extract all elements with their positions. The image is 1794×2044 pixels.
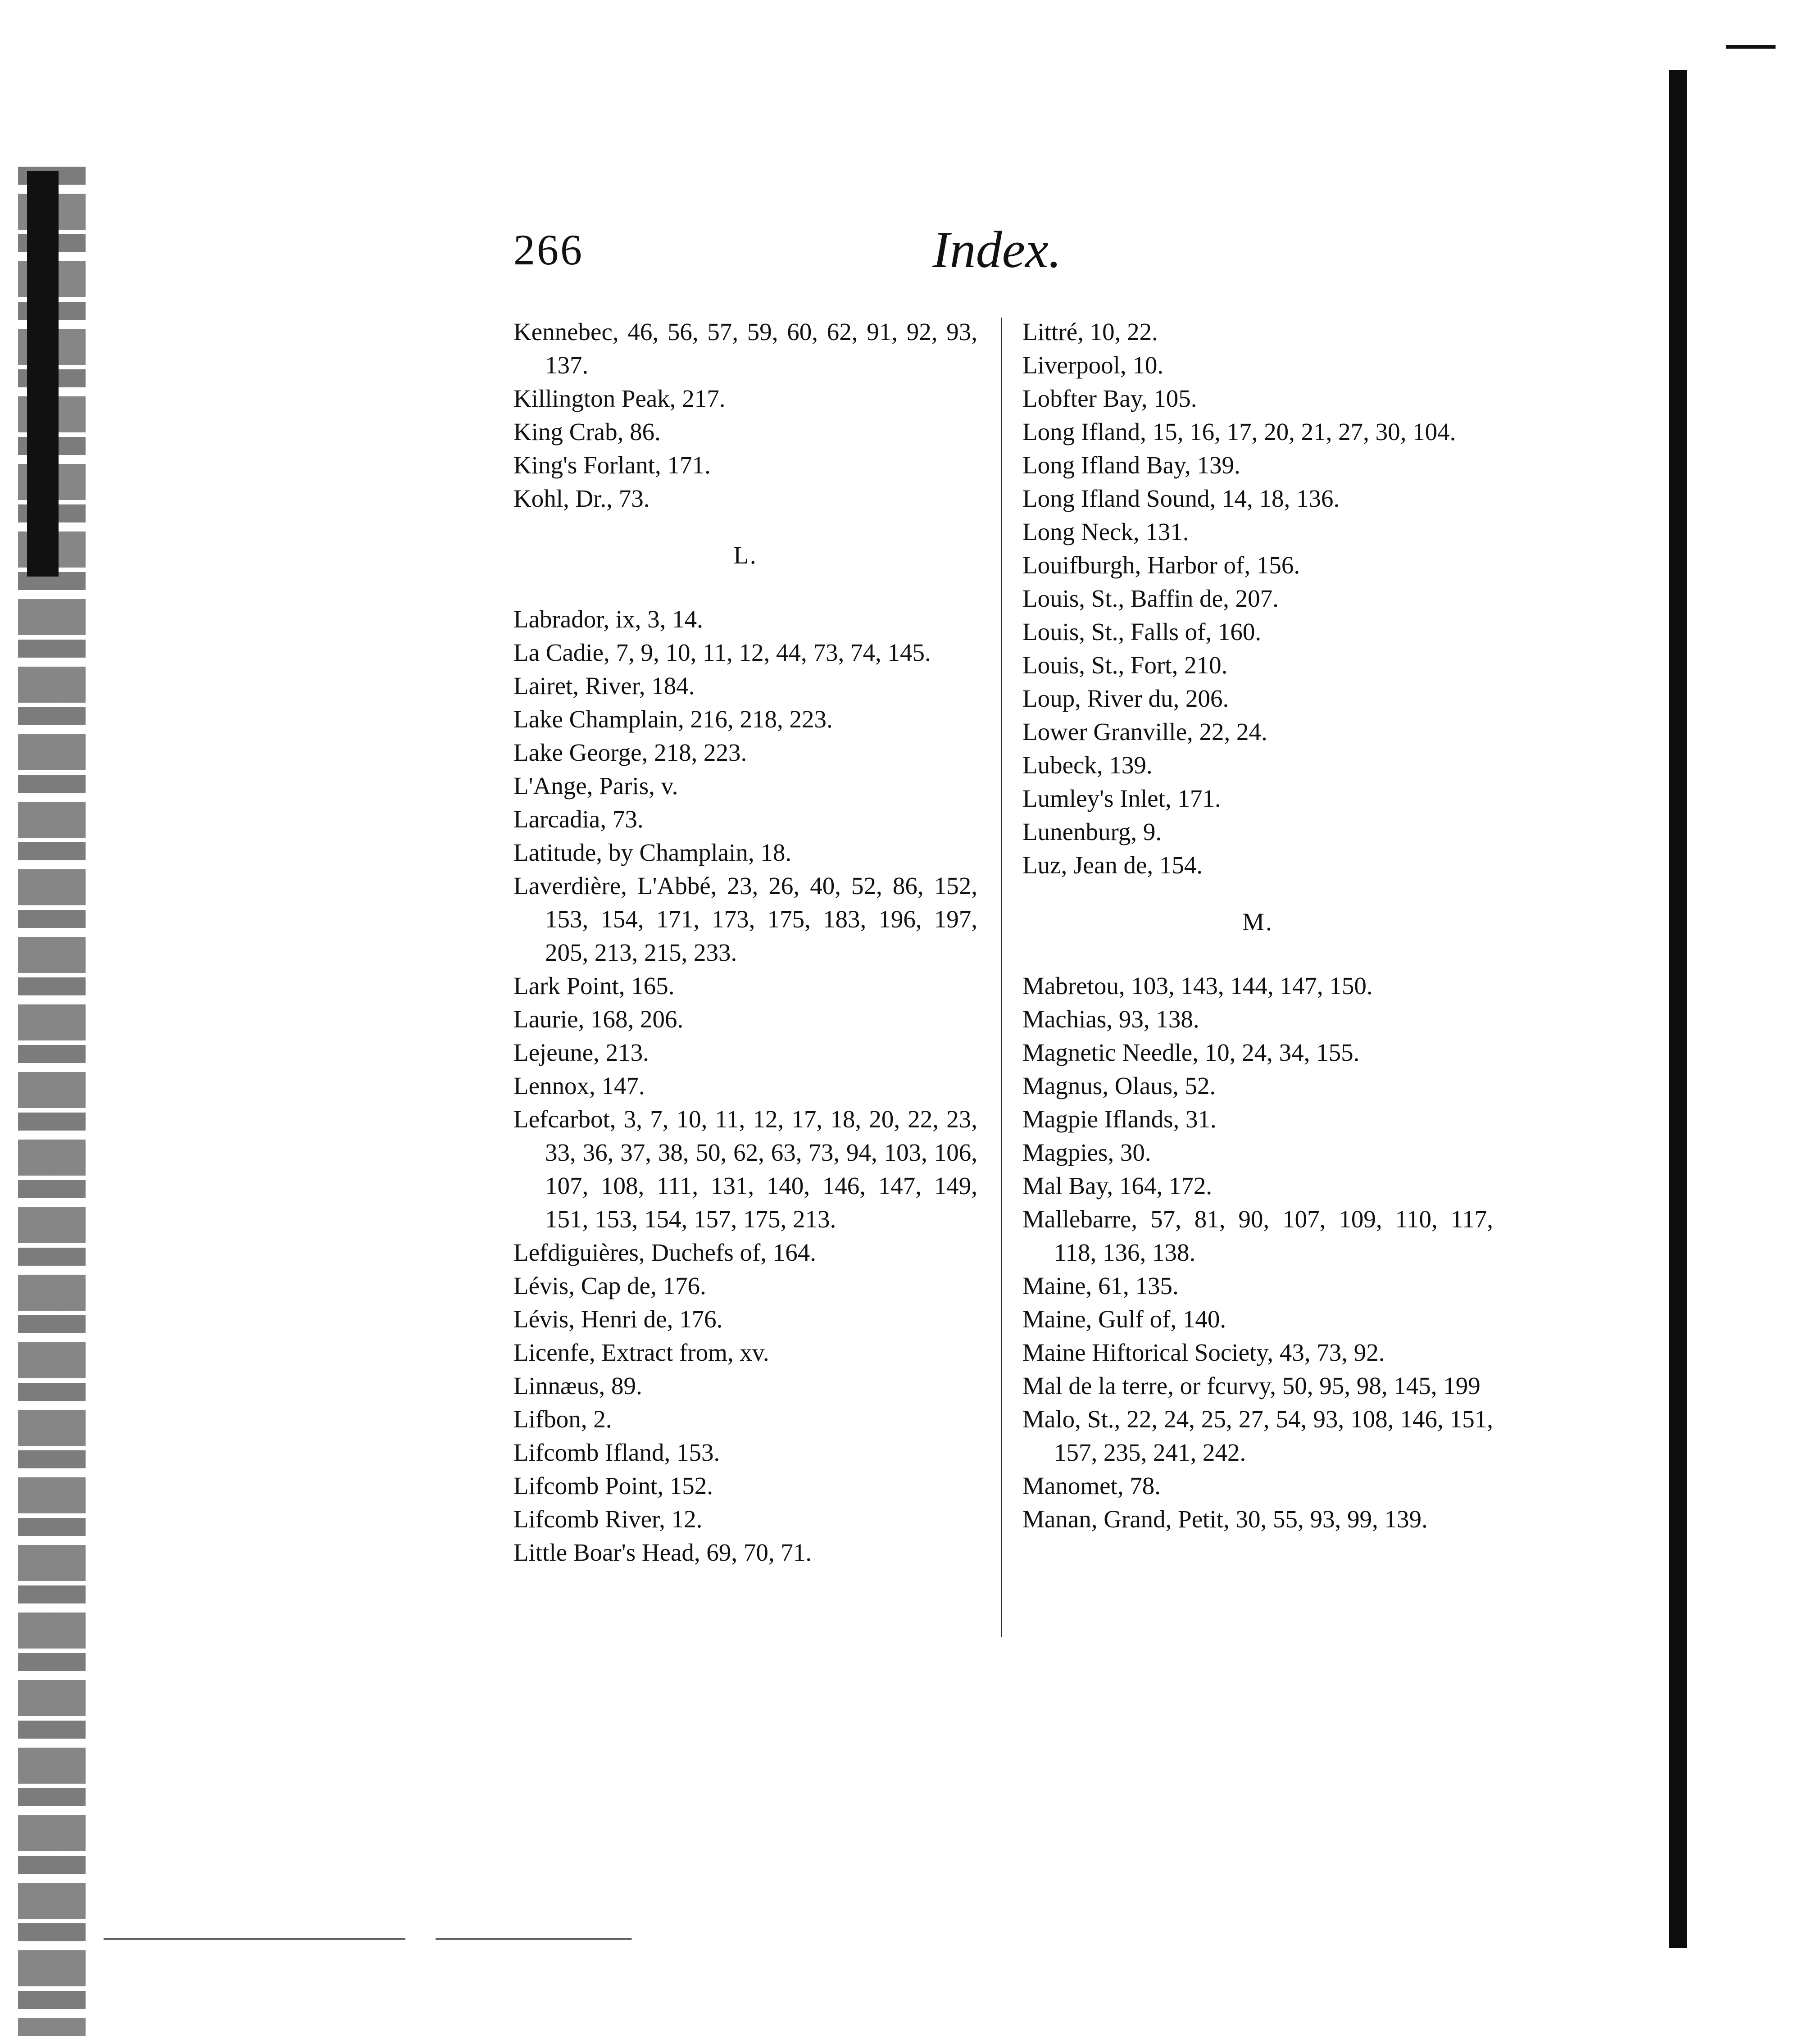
index-entry: Lennox, 147. [513, 1072, 645, 1099]
scan-bottom-artifact [104, 1938, 1612, 1940]
index-entry: Licenfe, Extract from, xv. [513, 1339, 769, 1366]
index-entry: Long Ifland Sound, 14, 18, 136. [1022, 485, 1340, 512]
index-entry: Larcadia, 73. [513, 805, 644, 833]
index-entry: Manomet, 78. [1022, 1472, 1161, 1499]
index-entry: Killington Peak, 217. [513, 385, 726, 412]
index-entry: Magnetic Needle, 10, 24, 34, 155. [1022, 1039, 1360, 1066]
index-column-right [1022, 315, 1493, 1536]
index-entry: Maine, 61, 135. [1022, 1272, 1179, 1299]
index-entry: Lejeune, 213. [513, 1039, 649, 1066]
section-letter-heading: L. [733, 541, 758, 569]
index-entry: Lévis, Cap de, 176. [513, 1272, 706, 1299]
index-entry: Latitude, by Champlain, 18. [513, 839, 792, 866]
index-entry: Long Neck, 131. [1022, 518, 1189, 545]
index-entry: Lake George, 218, 223. [513, 739, 747, 766]
index-entry: Lark Point, 165. [513, 972, 675, 999]
index-entry: Labrador, ix, 3, 14. [513, 605, 703, 633]
index-entry: Liverpool, 10. [1022, 351, 1164, 379]
index-entry: Kennebec, 46, 56, 57, 59, 60, 62, 91, 92, 93, 137. [513, 318, 977, 379]
index-entry: Lévis, Henri de, 176. [513, 1305, 723, 1333]
index-entry: Lifcomb Point, 152. [513, 1472, 713, 1499]
index-entry: Laurie, 168, 206. [513, 1005, 684, 1033]
index-entry: Long Ifland, 15, 16, 17, 20, 21, 27, 30, 104. [1022, 418, 1456, 445]
index-entry: Laverdière, L'Abbé, 23, 26, 40, 52, 86, 152, 153, 154, 171, 173, 175, 183, 196, 197, 205, 213, 215, 233. [513, 872, 977, 966]
index-entry: Maine, Gulf of, 140. [1022, 1305, 1226, 1333]
page-header [513, 221, 1509, 288]
index-entry: Magpie Iflands, 31. [1022, 1105, 1217, 1133]
index-entry: Lunenburg, 9. [1022, 818, 1162, 845]
index-entry: Maine Hiftorical Society, 43, 73, 92. [1022, 1339, 1385, 1366]
scan-edge-artifact [1669, 70, 1687, 1948]
scan-edge-artifact [27, 171, 59, 577]
index-entries-k [513, 315, 977, 515]
index-entry: Magnus, Olaus, 52. [1022, 1072, 1216, 1099]
index-entry: Lefdiguières, Duchefs of, 164. [513, 1239, 817, 1266]
index-entry: King Crab, 86. [513, 418, 661, 445]
index-entries-m [1022, 969, 1493, 1536]
index-entry: Loup, River du, 206. [1022, 685, 1229, 712]
index-entry: Lower Granville, 22, 24. [1022, 718, 1267, 745]
section-letter-heading: M. [1242, 908, 1273, 936]
index-entry: Louis, St., Baffin de, 207. [1022, 585, 1279, 612]
index-entry: Lumley's Inlet, 171. [1022, 785, 1221, 812]
index-entry: Magpies, 30. [1022, 1139, 1151, 1166]
index-entry: Mallebarre, 57, 81, 90, 107, 109, 110, 117, 118, 136, 138. [1022, 1205, 1493, 1266]
index-entry: Mal Bay, 164, 172. [1022, 1172, 1213, 1199]
page-number: 266 [513, 226, 584, 274]
column-divider [1001, 318, 1002, 1637]
index-entry: Machias, 93, 138. [1022, 1005, 1199, 1033]
index-entry: Littré, 10, 22. [1022, 318, 1158, 345]
index-entry: Long Ifland Bay, 139. [1022, 451, 1240, 479]
index-entry: Louis, St., Falls of, 160. [1022, 618, 1262, 645]
index-entry: Lobfter Bay, 105. [1022, 385, 1197, 412]
index-column-left [513, 315, 977, 1569]
index-entry: Lifbon, 2. [513, 1405, 612, 1433]
scan-edge-artifact [1726, 45, 1776, 49]
index-entry: Mal de la terre, or fcurvy, 50, 95, 98, 145, 199 [1022, 1372, 1481, 1399]
index-entry: Louis, St., Fort, 210. [1022, 651, 1228, 679]
page-title: Index. [932, 221, 1062, 279]
index-entry: Lifcomb River, 12. [513, 1505, 703, 1533]
index-entries-l-continued [1022, 315, 1493, 882]
index-entry: Malo, St., 22, 24, 25, 27, 54, 93, 108, 146, 151, 157, 235, 241, 242. [1022, 1405, 1493, 1466]
index-entry: La Cadie, 7, 9, 10, 11, 12, 44, 73, 74, 145. [513, 639, 931, 666]
index-entry: Louifburgh, Harbor of, 156. [1022, 551, 1300, 579]
index-entry: Lairet, River, 184. [513, 672, 695, 700]
index-entry: Little Boar's Head, 69, 70, 71. [513, 1539, 812, 1566]
index-entry: Kohl, Dr., 73. [513, 485, 650, 512]
index-entries-l [513, 603, 977, 1569]
index-entry: L'Ange, Paris, v. [513, 772, 678, 799]
index-entry: Lifcomb Ifland, 153. [513, 1439, 720, 1466]
index-entry: Lefcarbot, 3, 7, 10, 11, 12, 17, 18, 20, 22, 23, 33, 36, 37, 38, 50, 62, 63, 73, 94, 103, 106, 107, 108, 111, 131, 140, 146, 147, 149, 151, 153, 154, 157, 175, 213. [513, 1105, 977, 1233]
index-entry: Lubeck, 139. [1022, 751, 1153, 779]
index-entry: Luz, Jean de, 154. [1022, 851, 1203, 879]
index-entry: King's Forlant, 171. [513, 451, 711, 479]
index-entry: Manan, Grand, Petit, 30, 55, 93, 99, 139. [1022, 1505, 1428, 1533]
index-entry: Linnæus, 89. [513, 1372, 642, 1399]
index-entry: Mabretou, 103, 143, 144, 147, 150. [1022, 972, 1373, 999]
index-entry: Lake Champlain, 216, 218, 223. [513, 705, 833, 733]
